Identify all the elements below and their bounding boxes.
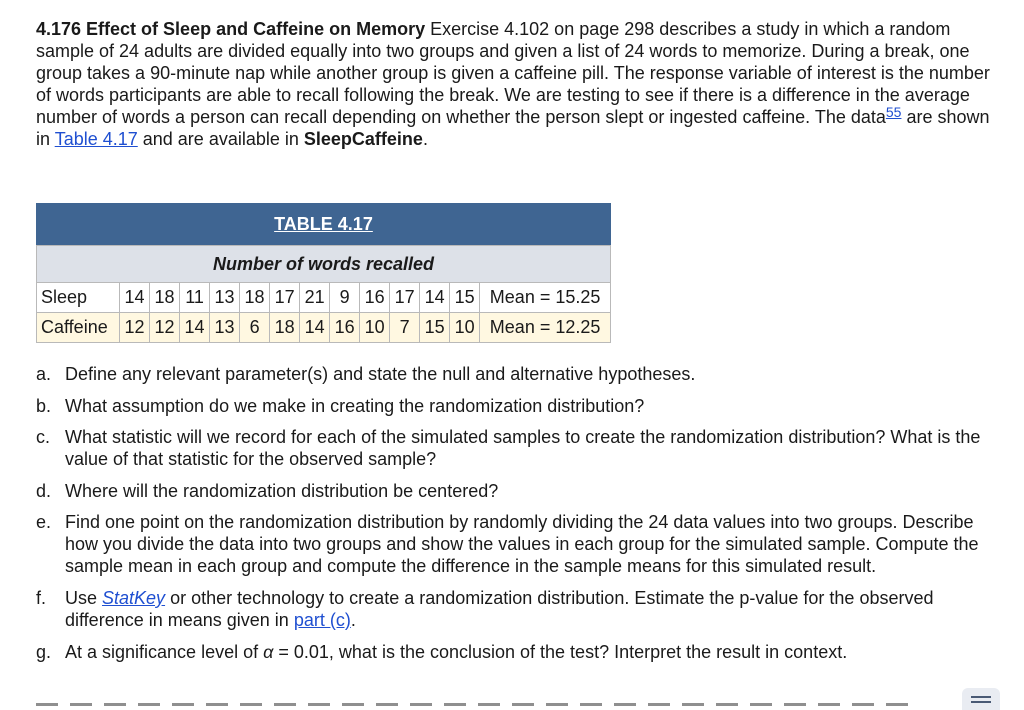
exercise-heading: 4.176 Effect of Sleep and Caffeine on Memory <box>36 19 426 39</box>
table-cell: 11 <box>180 283 210 313</box>
table-cell: 7 <box>390 313 420 343</box>
question-e <box>36 511 996 577</box>
question-list <box>36 363 996 672</box>
question-g <box>36 641 996 663</box>
table-cell: 13 <box>210 313 240 343</box>
alpha-symbol: α <box>263 641 274 662</box>
question-marker: f. <box>36 587 47 608</box>
question-marker: e. <box>36 512 52 533</box>
question-text: What statistic will we record for each of the simulated samples to create the randomization distribution? What is the value of that statistic for the observed sample? <box>65 427 981 470</box>
table-link[interactable]: Table 4.17 <box>54 129 138 149</box>
table-cell: 15 <box>450 283 480 313</box>
question-text <box>65 641 996 663</box>
question-marker: a. <box>36 364 52 384</box>
intro-text-3: and are available in <box>137 129 304 149</box>
question-d <box>36 480 996 502</box>
question-f-pre: Use <box>65 587 103 608</box>
exercise-intro <box>36 18 996 150</box>
part-c-link[interactable]: part (c) <box>293 609 351 630</box>
menu-icon[interactable] <box>962 688 1000 710</box>
data-table <box>36 203 611 343</box>
table-cell: 17 <box>390 283 420 313</box>
table-title-bar <box>36 203 611 245</box>
question-text: Find one point on the randomization distribution by randomly dividing the 24 data values into two groups. Describe how you divide the data into two groups and show the values in each group for the simulated sample. Compute the sample mean in each group and compute the difference in the sample means for this simulated result. <box>65 512 979 577</box>
table-cell: 10 <box>450 313 480 343</box>
table-cell: 13 <box>210 283 240 313</box>
question-marker: b. <box>36 395 52 416</box>
table-cell: 14 <box>420 283 450 313</box>
statkey-link[interactable]: StatKey <box>102 587 166 608</box>
question-text: Define any relevant parameter(s) and state the null and alternative hypotheses. <box>65 364 696 384</box>
table-cell: 15 <box>420 313 450 343</box>
next-exercise-cutoff <box>36 703 916 707</box>
table-cell: 18 <box>270 313 300 343</box>
intro-text-4: . <box>422 129 428 149</box>
menu-bar <box>971 701 991 703</box>
question-g-post: = 0.01, what is the conclusion of the test? Interpret the result in context. <box>273 641 848 662</box>
row-label: Sleep <box>37 283 120 313</box>
question-g-pre: At a significance level of <box>65 641 264 662</box>
menu-bar <box>971 696 991 698</box>
table-cell: 14 <box>120 283 150 313</box>
question-f <box>36 587 996 631</box>
question-text: What assumption do we make in creating the randomization distribution? <box>65 395 645 416</box>
table-title[interactable]: TABLE 4.17 <box>274 213 373 234</box>
table-row-sleep <box>37 283 611 313</box>
question-a <box>36 363 996 385</box>
dataset-name: SleepCaffeine <box>303 129 423 149</box>
question-c <box>36 426 996 470</box>
question-marker: g. <box>36 641 52 662</box>
table-cell: 16 <box>360 283 390 313</box>
table-cell: 9 <box>330 283 360 313</box>
row-mean: Mean = 15.25 <box>480 283 611 313</box>
table-row-caffeine <box>37 313 611 343</box>
question-b <box>36 395 996 417</box>
question-text: Where will the randomization distribution be centered? <box>65 480 499 501</box>
table-subheader: Number of words recalled <box>37 246 611 283</box>
intro-text-1: Exercise 4.102 on page 298 describes a study in which a random sample of 24 adults are divided equally into two groups and given a list of 24 words to memorize. During a break, one group takes a 90-minute nap while another group is given a caffeine pill. The response variable of interest is the number of words participants are able to recall following the break. We are testing to see if there is a difference in the average number of words a person can recall depending on whether the person slept or ingested caffeine. The data <box>36 19 990 127</box>
table-cell: 12 <box>120 313 150 343</box>
table-cell: 14 <box>180 313 210 343</box>
question-f-mid: or other technology to create a randomization distribution. Estimate the p-value for the observed difference in means given in <box>65 587 934 630</box>
table-cell: 16 <box>330 313 360 343</box>
question-text <box>65 587 996 631</box>
words-table <box>36 245 611 343</box>
table-cell: 14 <box>300 313 330 343</box>
cutoff-text-fragment <box>36 703 916 706</box>
table-cell: 18 <box>150 283 180 313</box>
intro-text-2: are shown in <box>36 107 990 149</box>
footnote-link[interactable]: 55 <box>885 104 902 120</box>
question-marker: c. <box>36 427 51 448</box>
table-cell: 18 <box>240 283 270 313</box>
table-cell: 10 <box>360 313 390 343</box>
table-cell: 17 <box>270 283 300 313</box>
table-subheader-row <box>37 246 611 283</box>
row-mean: Mean = 12.25 <box>480 313 611 343</box>
question-f-post: . <box>350 609 356 630</box>
table-cell: 6 <box>240 313 270 343</box>
question-marker: d. <box>36 480 52 501</box>
row-label: Caffeine <box>37 313 120 343</box>
table-cell: 12 <box>150 313 180 343</box>
table-cell: 21 <box>300 283 330 313</box>
